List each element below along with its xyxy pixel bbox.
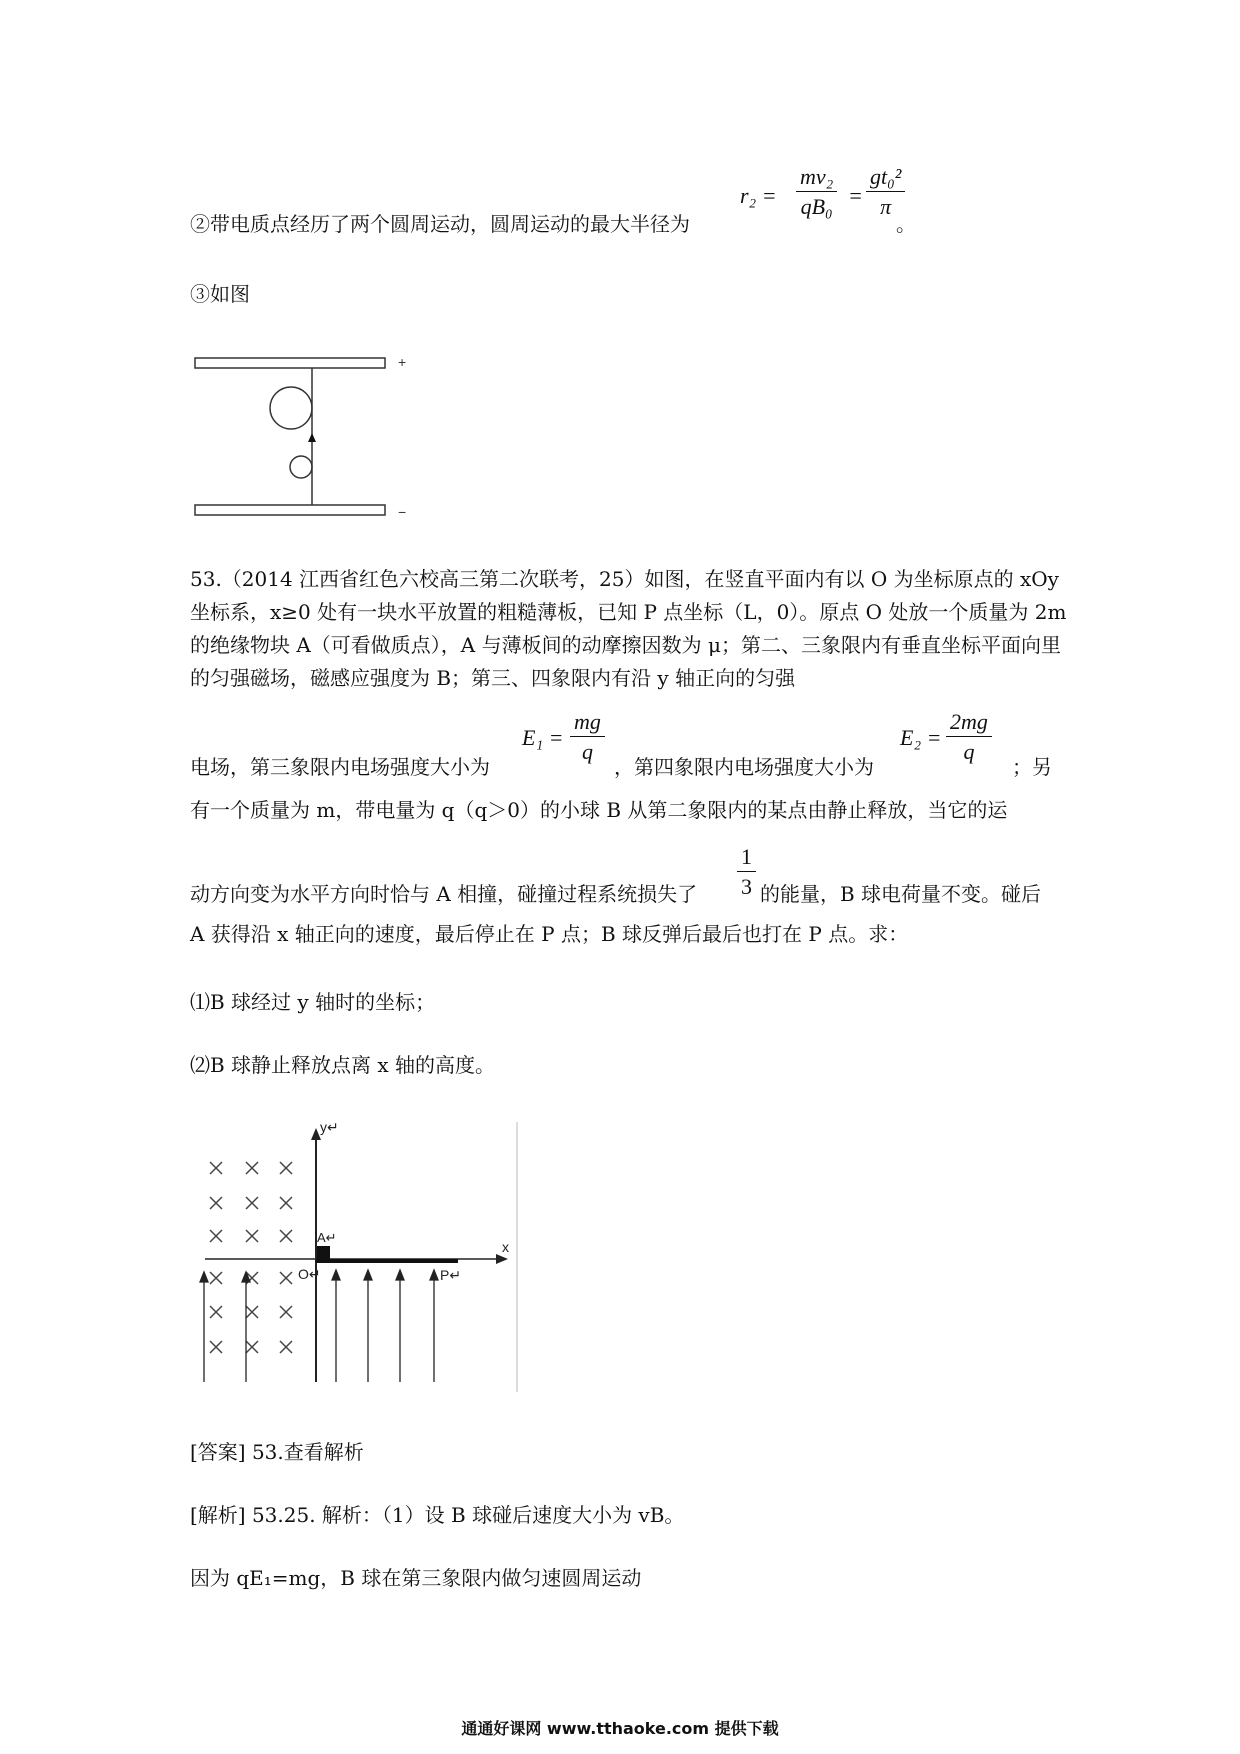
top-plate bbox=[195, 358, 385, 368]
E2-denominator: q bbox=[963, 739, 975, 764]
answer-line: [答案] 53.查看解析 bbox=[190, 1440, 364, 1464]
q53-line-4b: 的能量，B 球电荷量不变。碰后 bbox=[760, 882, 1042, 906]
electric-field-q3 bbox=[200, 1272, 250, 1382]
q53-line-2c: ；另 bbox=[1012, 755, 1052, 779]
small-circle bbox=[290, 456, 312, 478]
one-third-numerator: 1 bbox=[737, 845, 756, 872]
x-label: x bbox=[502, 1239, 509, 1255]
x-axis-arrow-icon bbox=[496, 1254, 508, 1264]
A-label: A↵ bbox=[317, 1230, 337, 1245]
sec3-text: ③如图 bbox=[190, 282, 250, 306]
q53-line-5: A 获得沿 x 轴正向的速度，最后停止在 P 点；B 球反弹后最后也打在 P 点。求： bbox=[190, 922, 909, 946]
footer-text: 通通好课网 www.tthaoke.com 提供下载 bbox=[461, 1719, 779, 1738]
magnetic-field-q3 bbox=[210, 1272, 292, 1353]
question-2: ⑵B 球静止释放点离 x 轴的高度。 bbox=[190, 1053, 496, 1077]
large-circle bbox=[270, 387, 312, 429]
E2-fraction bbox=[946, 710, 992, 764]
one-third-denominator: 3 bbox=[741, 874, 752, 899]
q53-line-3: 有一个质量为 m，带电量为 q（q＞0）的小球 B 从第二象限内的某点由静止释放，当它的运 bbox=[190, 798, 1008, 822]
sec2-text: ②带电质点经历了两个圆周运动，圆周运动的最大半径为 bbox=[190, 212, 690, 236]
P-label: P↵ bbox=[440, 1267, 462, 1283]
figure-coordinate-system bbox=[190, 1120, 530, 1395]
q53-line-4a: 动方向变为水平方向时恰与 A 相撞，碰撞过程系统损失了 bbox=[190, 882, 698, 906]
O-label: O↵ bbox=[298, 1266, 321, 1282]
one-third-fraction bbox=[737, 845, 756, 899]
r2-f1-numerator: mv₂ bbox=[796, 165, 837, 192]
q53-paragraph-1: 53.（2014 江西省红色六校高三第二次联考，25）如图，在竖直平面内有以 O 为坐标原点的 xOy 坐标系，x≥0 处有一块水平放置的粗糙薄板，已知 P 点坐标（L，0）。原点 O 处放一个质量为 2m 的绝缘物块 A（可看做质点），A 与薄板间的动摩擦因数为 μ；第二、三象限内有垂直坐标平面向里的匀强磁场，磁感应强度为 B；第三、四象限内有沿 y 轴正向的匀强 bbox=[190, 567, 1067, 690]
y-label: y↵ bbox=[320, 1120, 339, 1135]
q53-line-2b: ，第四象限内电场强度大小为 bbox=[614, 755, 874, 779]
block-A bbox=[317, 1246, 330, 1259]
analysis-line-1: [解析] 53.25. 解析：（1）设 B 球碰后速度大小为 vB。 bbox=[190, 1503, 685, 1527]
r2-f2-denominator: π bbox=[880, 194, 892, 219]
E2-numerator: 2mg bbox=[946, 710, 992, 737]
minus-sign: − bbox=[398, 504, 407, 520]
E1-denominator: q bbox=[581, 739, 593, 764]
r2-fraction-2 bbox=[866, 165, 905, 219]
question-1: ⑴B 球经过 y 轴时的坐标； bbox=[190, 990, 436, 1014]
r2-f2-numerator: gt₀² bbox=[866, 165, 905, 192]
r2-equals: = bbox=[848, 183, 863, 208]
bottom-plate bbox=[195, 505, 385, 515]
E1-fraction bbox=[570, 710, 605, 764]
plus-sign: + bbox=[398, 354, 407, 370]
analysis-line-2: 因为 qE₁=mg，B 球在第三象限内做匀速圆周运动 bbox=[190, 1566, 642, 1590]
electric-field-q4 bbox=[332, 1270, 438, 1382]
r2-f1-denominator: qB₀ bbox=[800, 194, 833, 219]
E1-numerator: mg bbox=[570, 710, 605, 737]
arrow-up-icon bbox=[308, 433, 316, 442]
r2-label: r₂ = bbox=[740, 183, 777, 208]
q53-line-2a: 电场，第三象限内电场强度大小为 bbox=[190, 755, 490, 779]
sec2-end: 。 bbox=[896, 212, 916, 236]
E1-label: E₁ = bbox=[522, 725, 564, 750]
E2-label: E₂ = bbox=[900, 725, 942, 750]
magnetic-field-q2 bbox=[210, 1162, 292, 1242]
figure-plates-circles bbox=[180, 345, 440, 530]
r2-fraction-1 bbox=[796, 165, 837, 219]
